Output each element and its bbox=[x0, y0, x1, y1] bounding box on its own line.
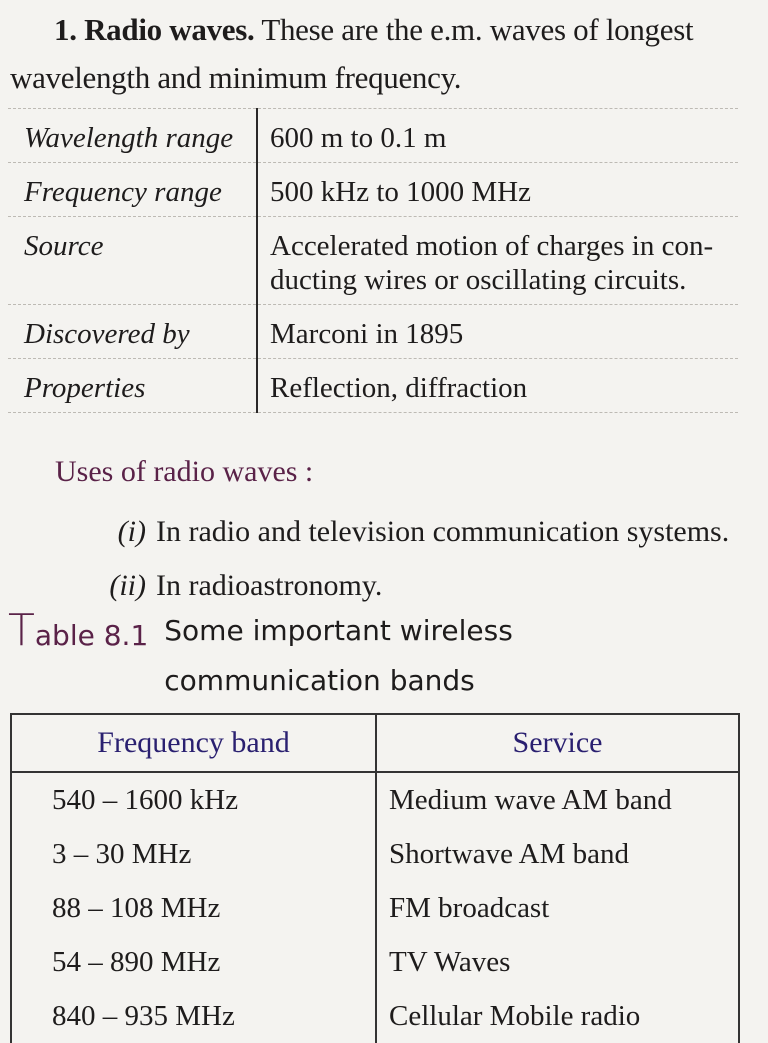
frequency-band-cell: 3 – 30 MHz bbox=[11, 827, 376, 881]
intro-text-line1: These are the e.m. waves of longest bbox=[261, 12, 694, 47]
list-item-number: (ii) bbox=[109, 569, 146, 602]
frequency-band-cell: 54 – 890 MHz bbox=[11, 935, 376, 989]
table-row bbox=[11, 827, 739, 881]
table-row bbox=[11, 989, 739, 1043]
table-row bbox=[11, 935, 739, 989]
frequency-band-cell: 88 – 108 MHz bbox=[11, 881, 376, 935]
table-row bbox=[8, 163, 738, 217]
property-name: Properties bbox=[8, 359, 257, 413]
property-value bbox=[257, 217, 738, 305]
caption-line1: Some important wireless bbox=[164, 614, 513, 647]
service-cell: Medium wave AM band bbox=[376, 772, 739, 827]
property-value-line: ducting wires or oscillating circuits. bbox=[270, 264, 687, 296]
wireless-bands-table bbox=[10, 713, 740, 1043]
service-cell: FM broadcast bbox=[376, 881, 739, 935]
property-value bbox=[257, 163, 738, 217]
uses-title: Uses of radio waves : bbox=[55, 455, 314, 488]
table-row bbox=[11, 881, 739, 935]
property-value-line: Reflection, diffraction bbox=[270, 372, 528, 404]
column-header-service: Service bbox=[376, 714, 739, 772]
service-cell: TV Waves bbox=[376, 935, 739, 989]
radio-wave-properties-table bbox=[8, 108, 738, 413]
table-row bbox=[8, 109, 738, 163]
property-value-line: 600 m to 0.1 m bbox=[270, 122, 447, 154]
list-item bbox=[100, 559, 760, 613]
property-value bbox=[257, 359, 738, 413]
table-row bbox=[8, 359, 738, 413]
list-item bbox=[100, 505, 760, 559]
service-cell: Cellular Mobile radio bbox=[376, 989, 739, 1043]
service-cell: Shortwave AM band bbox=[376, 827, 739, 881]
property-value-line: Accelerated motion of charges in con- bbox=[270, 230, 714, 262]
uses-list bbox=[100, 505, 760, 613]
property-name: Source bbox=[8, 217, 257, 305]
section-heading: 1. Radio waves. bbox=[54, 12, 255, 47]
column-header-frequency: Frequency band bbox=[11, 714, 376, 772]
intro-text-line2: wavelength and minimum frequency. bbox=[10, 60, 462, 95]
radio-waves-intro bbox=[10, 6, 760, 102]
list-item-text: In radioastronomy. bbox=[156, 569, 383, 602]
frequency-band-cell: 540 – 1600 kHz bbox=[11, 772, 376, 827]
table-caption-text bbox=[164, 606, 524, 706]
list-item-number: (i) bbox=[117, 515, 146, 548]
property-value bbox=[257, 305, 738, 359]
frequency-band-cell: 840 – 935 MHz bbox=[11, 989, 376, 1043]
list-item-text: In radio and television communication systems. bbox=[156, 515, 730, 548]
property-name: Discovered by bbox=[8, 305, 257, 359]
property-value bbox=[257, 109, 738, 163]
property-name: Frequency range bbox=[8, 163, 257, 217]
caption-line2: communication bands bbox=[164, 664, 475, 697]
table-label-initial: T bbox=[8, 605, 35, 656]
table-label bbox=[8, 605, 149, 656]
property-value-line: 500 kHz to 1000 MHz bbox=[270, 176, 531, 208]
table-caption bbox=[8, 606, 524, 706]
property-name: Wavelength range bbox=[8, 109, 257, 163]
property-value-line: Marconi in 1895 bbox=[270, 318, 464, 350]
table-row bbox=[8, 305, 738, 359]
table-label-rest: able 8.1 bbox=[34, 619, 149, 652]
table-row bbox=[8, 217, 738, 305]
table-row bbox=[11, 772, 739, 827]
